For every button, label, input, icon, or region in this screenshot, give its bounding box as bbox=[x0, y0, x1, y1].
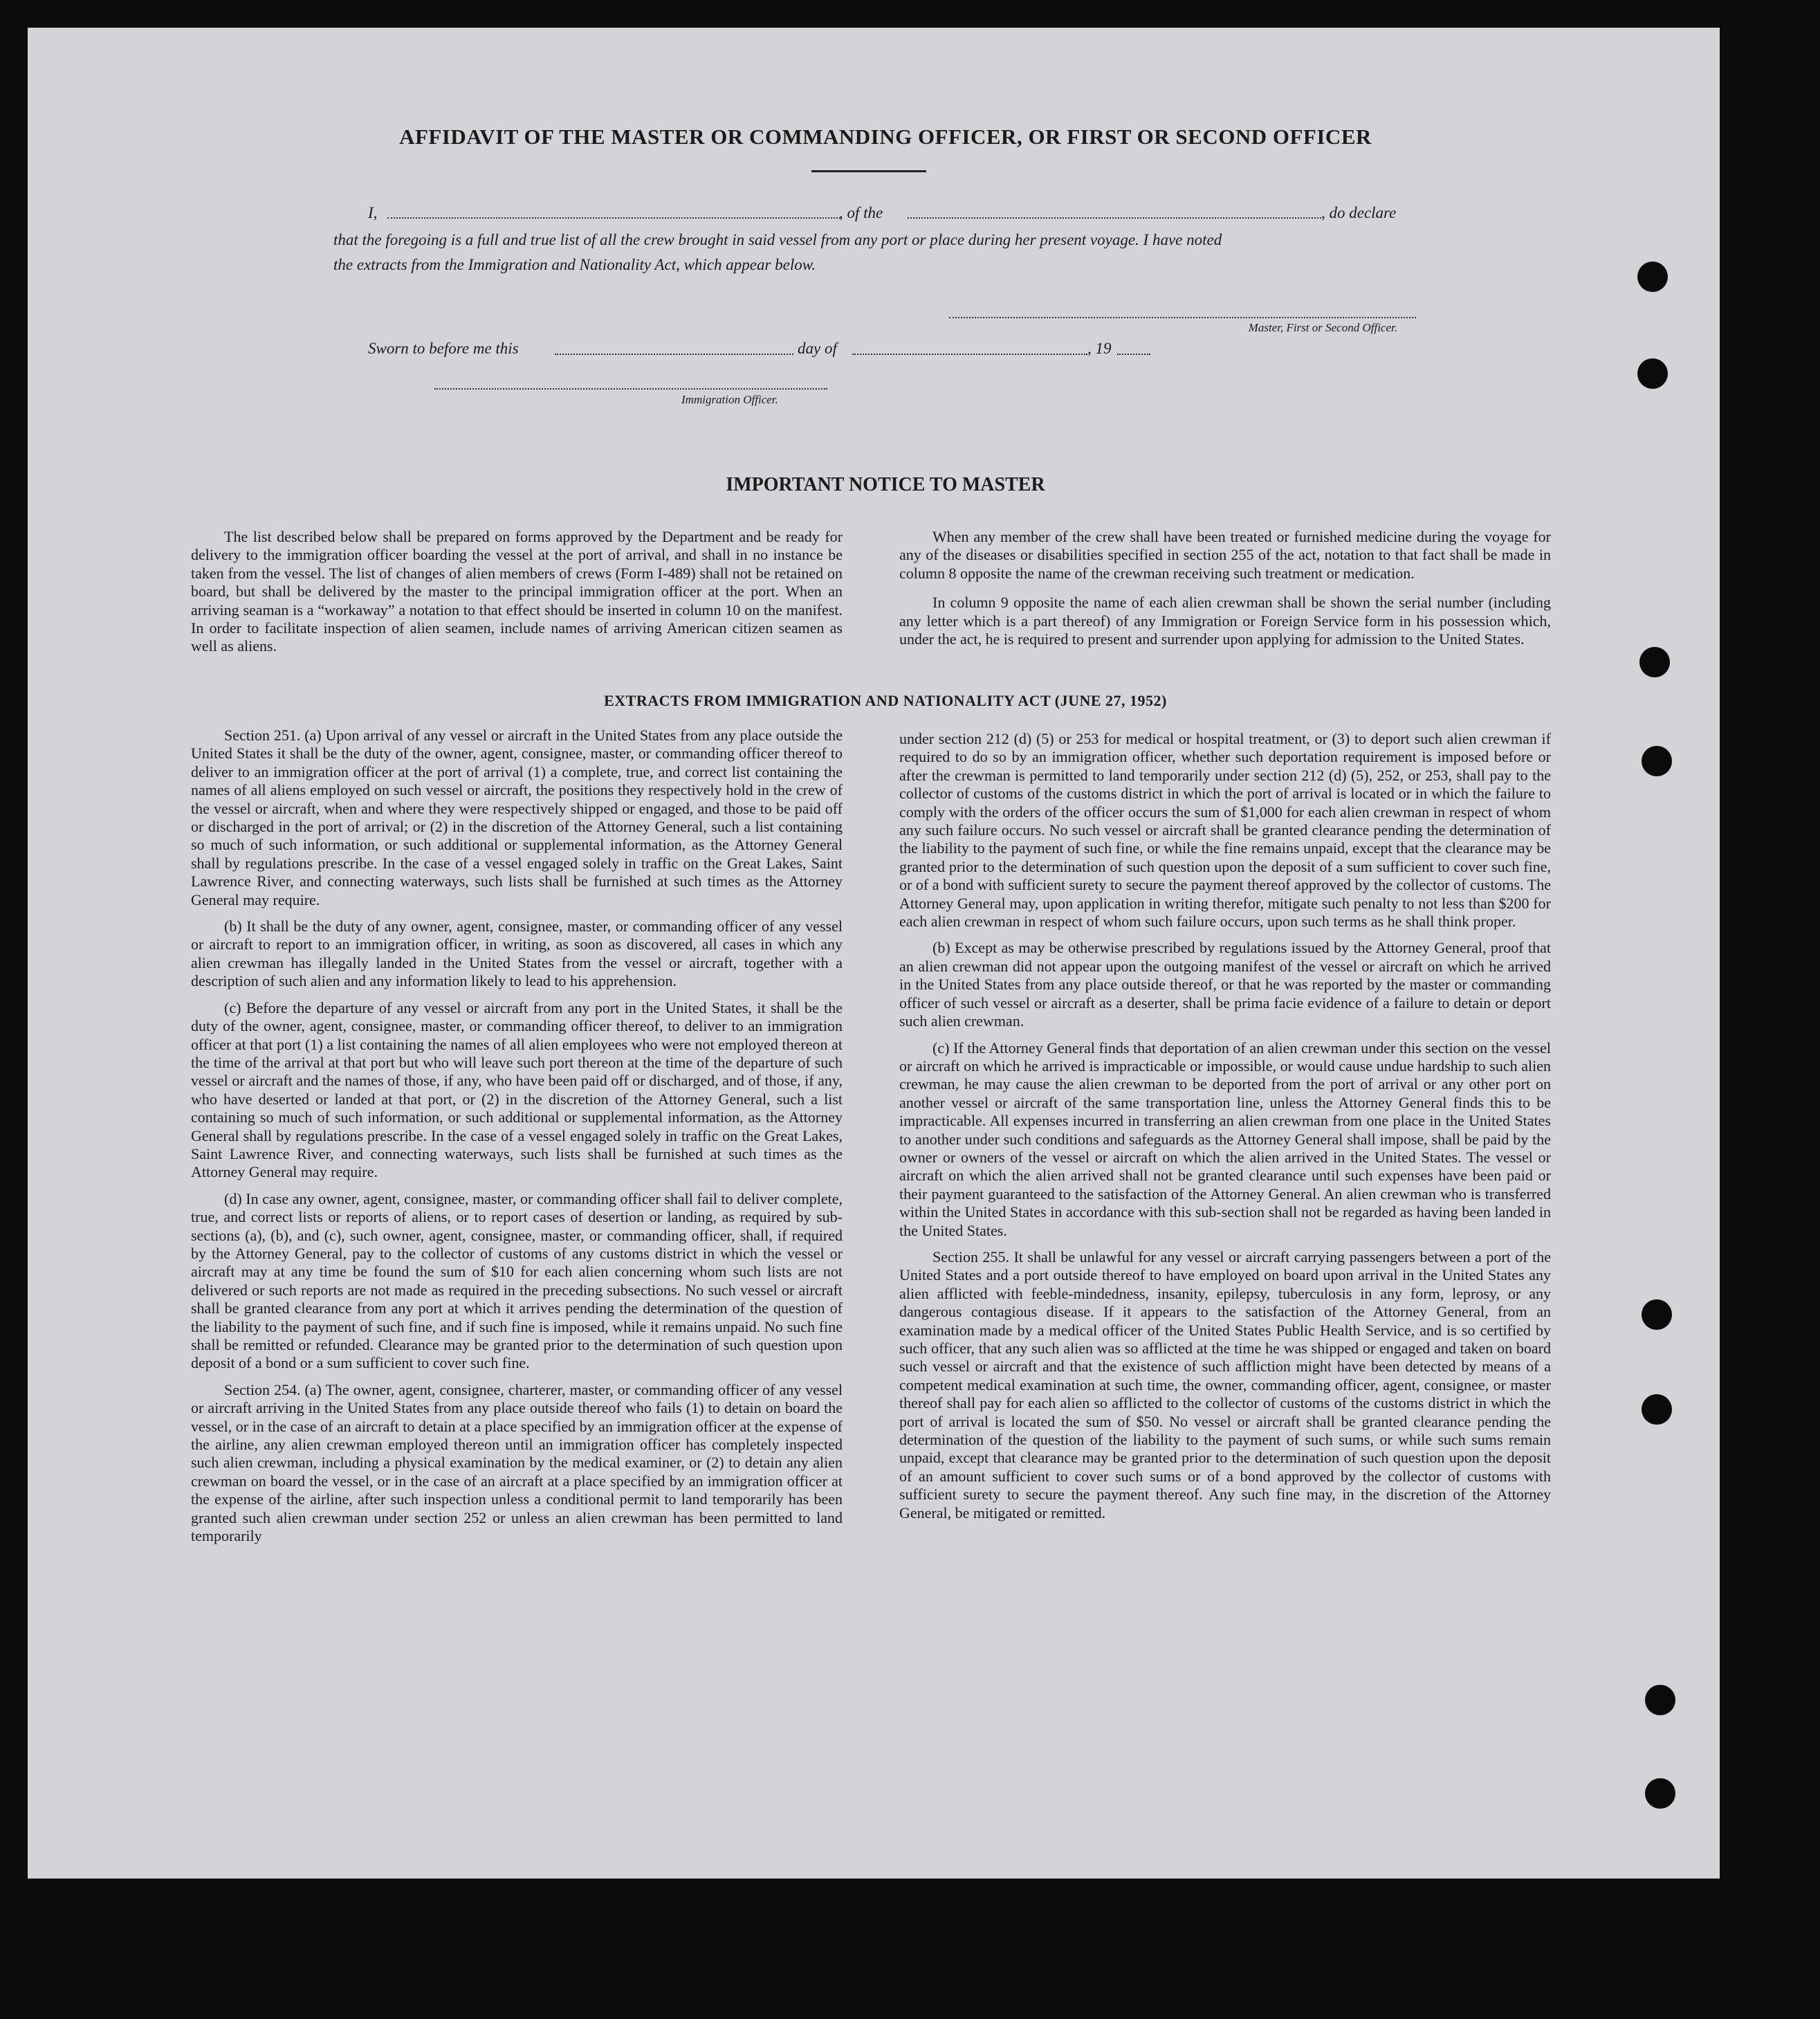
declaration-i: I, bbox=[368, 204, 378, 221]
sworn-label: Sworn to before me this bbox=[368, 340, 519, 357]
notice-left-column bbox=[191, 528, 843, 656]
notice-title: IMPORTANT NOTICE TO MASTER bbox=[726, 474, 1045, 495]
binder-hole bbox=[1642, 746, 1672, 776]
extract-paragraph: (c) Before the departure of any vessel or aircraft from any port in the United States, it shall be the duty of the owner, agent, consignee, master, or commanding officer thereof, to deliver to an immigration officer at that port (1) a list containing the names of all alien employees who were not employed thereon at the time of the arrival at that port but who will leave such port thereon at the time of the departure of such vessel or aircraft and the names of those, if any, who have been paid off or discharged, and of those, if any, who have deserted or landed at that port, or (2) in the discretion of the Attorney General, such a list containing so much of such information, or such additional or supplemental information, as the Attorney General shall by regulations prescribe. In the case of a vessel engaged solely in traffic on the Great Lakes, Saint Lawrence River, and connecting waterways, such lists shall be furnished at such times as the Attorney General may require. bbox=[191, 998, 843, 1181]
declaration-line-3: the extracts from the Immigration and Nationality Act, which appear below. bbox=[333, 256, 816, 273]
binder-hole bbox=[1637, 262, 1668, 292]
officer-label: Immigration Officer. bbox=[681, 393, 778, 406]
declaration-line-2: that the foregoing is a full and true list of all the crew brought in said vessel from any port or place during her present voyage. I have noted bbox=[333, 231, 1222, 248]
sworn-day-line[interactable] bbox=[555, 354, 793, 355]
declaration-of-the: , of the bbox=[839, 204, 883, 221]
notice-paragraph: The list described below shall be prepared on forms approved by the Department and be ready for delivery to the immigration officer boarding the vessel at the port of arrival, and shall in no instance be taken from the vessel. The list of changes of alien members of crews (Form I-489) shall not be retained on board, but shall be delivered by the master to the principal immigration officer at the port. When an arriving seaman is a “workaway” a notation to that effect should be inserted in column 10 on the manifest. In order to facilitate inspection of alien seamen, include names of arriving American citizen seamen as well as aliens. bbox=[191, 528, 843, 655]
declarant-name-line[interactable] bbox=[387, 217, 840, 219]
extract-paragraph: Section 255. It shall be unlawful for any vessel or aircraft carrying passengers between a port of the United States and a port outside thereof to have employed on board upon arrival in the United States any alien afflicted with feeble-mindedness, insanity, epilepsy, tuberculosis in any form, leprosy, or any dangerous contagious disease. If it appears to the satisfaction of the Attorney General, from an examination made by a medical officer of the United States Public Health Service, and is so certified by such officer, that any such alien was so afflicted at the time he was shipped or engaged and taken on board such vessel or aircraft and that the existence of such affliction might have been detected by means of a competent medical examination at such time, the owner, commanding officer, agent, consignee, or master thereof shall pay for each alien so afflicted to the collector of customs of the customs district in which the port of arrival is located the sum of $50. No vessel or aircraft shall be granted clearance pending the determination of the question of the liability to the payment of such sums, or while such sums remain unpaid, except that clearance may be granted prior to the determination of such question upon the deposit of an amount sufficient to cover such sums or of a bond approved by the collector of customs with sufficient surety to secure the payment thereof. Any such fine may, in the discretion of the Attorney General, be mitigated or remitted. bbox=[899, 1248, 1551, 1522]
extract-paragraph: Section 254. (a) The owner, agent, consignee, charterer, master, or commanding officer of any vessel or aircraft arriving in the United States from any place outside thereof who fails (1) to detain on board the vessel, or in the case of an aircraft to detain at a place specified by an immigration officer at the expense of the airline, any alien crewman employed thereon until an immigration officer has completely inspected such alien crewman, including a physical examination by the medical examiner, or (2) to detain any alien crewman on board the vessel, or in the case of an aircraft at a place specified by an immigration officer at the expense of the airline, after such inspection unless a conditional permit to land temporarily has been granted such alien crewman under section 252 or unless an alien crewman has been permitted to land temporarily bbox=[191, 1380, 843, 1545]
notice-paragraph: In column 9 opposite the name of each alien crewman shall be shown the serial number (including any letter which is a part thereof) of any Immigration or Foreign Service form in his possession which, under the act, he is required to present and surrender upon applying for admission to the United States. bbox=[899, 594, 1551, 648]
sworn-month-line[interactable] bbox=[852, 354, 1087, 355]
extract-paragraph: Section 251. (a) Upon arrival of any vessel or aircraft in the United States from any place outside the United States it shall be the duty of the owner, agent, consignee, master, or commanding officer thereof to deliver to an immigration officer at the port of arrival (1) a complete, true, and correct list containing the names of all aliens employed on such vessel or aircraft, the positions they respectively hold in the crew of the vessel or aircraft, when and where they were respectively shipped or engaged, and those to be paid off or discharged in the port of arrival; or (2) in the discretion of the Attorney General, such a list containing so much of such information, or such additional or supplemental information, as the Attorney General shall by regulations prescribe. In the case of a vessel engaged solely in traffic on the Great Lakes, Saint Lawrence River, and connecting waterways, such lists shall be furnished at such times as the Attorney General may require. bbox=[191, 727, 843, 908]
notice-paragraph: When any member of the crew shall have been treated or furnished medicine during the voyage for any of the diseases or disabilities specified in section 255 of the act, notation to that fact shall be made in column 8 opposite the name of the crewman receiving such treatment or medication. bbox=[899, 528, 1551, 582]
notice-right-column bbox=[899, 528, 1551, 648]
binder-hole bbox=[1639, 647, 1670, 677]
day-of-label: day of bbox=[798, 340, 837, 357]
extracts-left-column bbox=[191, 727, 843, 1545]
master-signature-line[interactable] bbox=[949, 317, 1416, 318]
extract-paragraph: (d) In case any owner, agent, consignee, master, or commanding officer shall fail to deliver complete, true, and correct lists or reports of aliens, or to report cases of desertion or landing, as required by sub-sections (a), (b), and (c), such owner, agent, consignee, master, or commanding officer, shall, if required by the Attorney General, pay to the collector of customs of any customs district in which the vessel or aircraft may at any time be found the sum of $10 for each alien concerning whom such lists are not delivered or such reports are not made as required in the preceding subsections. No such vessel or aircraft shall be granted clearance from any port at which it arrives pending the determination of the question of the liability to the payment of such fine, and if such fine is imposed, while it remains unpaid. No such fine shall be remitted or refunded. Clearance may be granted prior to the determination of such question upon deposit of a bond or a sum sufficient to cover such fine. bbox=[191, 1189, 843, 1372]
extract-paragraph: under section 212 (d) (5) or 253 for medical or hospital treatment, or (3) to deport such alien crewman if required to do so by an immigration officer, whether such deportation requirement is imposed before or after the crewman is permitted to land temporarily under section 212 (d) (5), 252, or 253, shall pay to the collector of customs of the customs district in which the port of arrival is located or in which the failure to comply with the orders of the officer occurs the sum of $1,000 for each alien crewman in respect of whom any such failure occurs. No such vessel or aircraft shall be granted clearance pending the determination of the liability to the payment of such fine, or while the fine remains unpaid, except that the clearance may be granted prior to the determination of such question upon the deposit of a sum sufficient to cover such fine, or of a bond with sufficient surety to secure the payment thereof approved by the collector of customs. The Attorney General may, upon application in writing therefor, mitigate such penalty to not less than $200 for each alien crewman in respect of whom such failure occurs, upon such terms as he shall think proper. bbox=[899, 730, 1551, 931]
binder-hole bbox=[1642, 1394, 1672, 1425]
extracts-right-column bbox=[899, 730, 1551, 1522]
vessel-name-line[interactable] bbox=[908, 217, 1321, 219]
officer-signature-line[interactable] bbox=[434, 388, 827, 390]
extract-paragraph: (c) If the Attorney General finds that deportation of an alien crewman under this section on the vessel or aircraft on which he arrived is impracticable or impossible, or would cause undue hardship to such alien crewman, he may cause the alien crewman to be deported from the port of arrival or any other port on another vessel or aircraft of the same transportation line, unless the Attorney General finds this to be impracticable. All expenses incurred in transferring an alien crewman from one place in the United States to another under such conditions and safeguards as the Attorney General shall impose, shall be paid by the owner or owners of the vessel or aircraft on which the alien arrived in the United States. The vessel or aircraft on which the alien arrived shall not be granted clearance until such expenses have been paid or their payment guaranteed to the satisfaction of the Attorney General. An alien crewman who is transferred within the United States in accordance with this sub-section shall not be regarded as having been landed in the United States. bbox=[899, 1039, 1551, 1239]
affidavit-title: AFFIDAVIT OF THE MASTER OR COMMANDING OFFICER, OR FIRST OR SECOND OFFICER bbox=[399, 125, 1372, 149]
extracts-title: EXTRACTS FROM IMMIGRATION AND NATIONALITY ACT (JUNE 27, 1952) bbox=[604, 692, 1167, 709]
sworn-year-line[interactable] bbox=[1117, 354, 1150, 355]
master-label: Master, First or Second Officer. bbox=[1248, 321, 1397, 334]
declaration-do-declare: , do declare bbox=[1321, 204, 1397, 221]
binder-hole bbox=[1645, 1778, 1675, 1809]
title-divider bbox=[811, 170, 926, 172]
binder-hole bbox=[1645, 1685, 1675, 1715]
extract-paragraph: (b) Except as may be otherwise prescribed by regulations issued by the Attorney General, proof that an alien crewman did not appear upon the outgoing manifest of the vessel or aircraft on which he arrived in the United States from any place outside thereof, or that he was reported by the master or commanding officer of such vessel or aircraft as a deserter, shall be prima facie evidence of a failure to detain or deport such alien crewman. bbox=[899, 939, 1551, 1030]
extract-paragraph: (b) It shall be the duty of any owner, agent, consignee, master, or commanding officer of any vessel or aircraft to report to an immigration officer, in writing, as soon as discovered, all cases in which any alien crewman has illegally landed in the United States from the vessel or aircraft, together with a description of such alien and any information likely to lead to his apprehension. bbox=[191, 917, 843, 990]
year-label: , 19 bbox=[1087, 340, 1112, 357]
binder-hole bbox=[1637, 358, 1668, 389]
binder-hole bbox=[1642, 1299, 1672, 1330]
